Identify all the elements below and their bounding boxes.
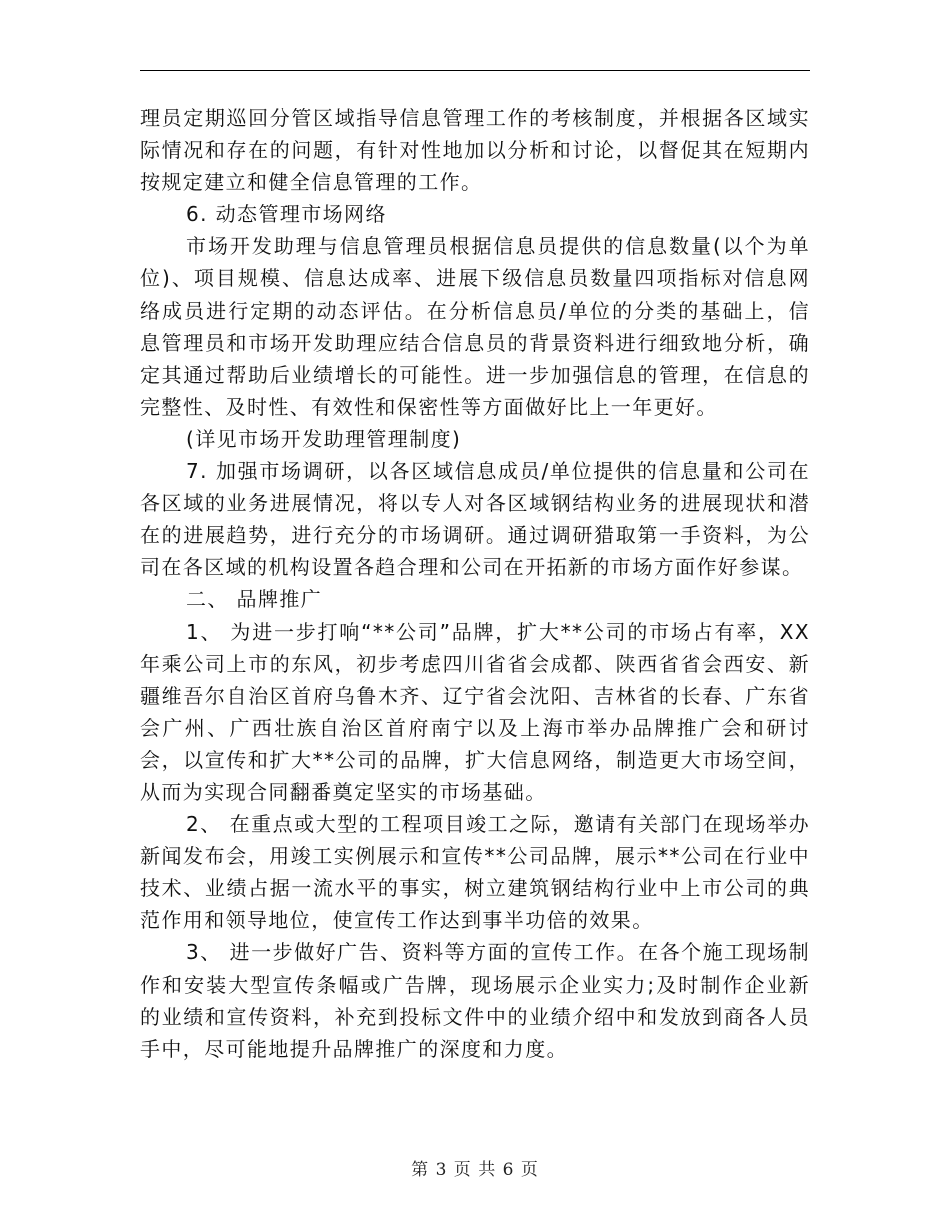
paragraph-continuation: 理员定期巡回分管区域指导信息管理工作的考核制度，并根据各区域实际情况和存在的问题，有针对性地加以分析和讨论，以督促其在短期内按规定建立和健全信息管理的工作。: [140, 106, 810, 195]
heading-dynamic-market-network: 6. 动态管理市场网络: [186, 202, 387, 227]
paragraph-reference-note: (详见市场开发助理管理制度): [186, 426, 462, 451]
heading-brand-promotion: 二、 品牌推广: [186, 587, 323, 612]
header-rule: [140, 70, 810, 71]
paragraph-dynamic-evaluation: 市场开发助理与信息管理员根据信息员提供的信息数量(以个为单位)、项目规模、信息达成率、进展下级信息员数量四项指标对信息网络成员进行定期的动态评估。在分析信息员/单位的分类的基础上，信息管理员和市场开发助理应结合信息员的背景资料进行细致地分析，确定其通过帮助后业绩增长的可能性。进一步加强信息的管理，在信息的完整性、及时性、有效性和保密性等方面做好比上一年更好。: [140, 234, 810, 419]
paragraph-brand-item-2: 2、 在重点或大型的工程项目竣工之际，邀请有关部门在现场举办新闻发布会，用竣工实例展示和宣传**公司品牌，展示**公司在行业中技术、业绩占据一流水平的事实，树立建筑钢结构行业中上市公司的典范作用和领导地位，使宣传工作达到事半功倍的效果。: [140, 812, 810, 933]
paragraph-brand-item-3: 3、 进一步做好广告、资料等方面的宣传工作。在各个施工现场制作和安装大型宣传条幅或广告牌，现场展示企业实力;及时制作企业新的业绩和宣传资料，补充到投标文件中的业绩介绍中和发放到商各人员手中，尽可能地提升品牌推广的深度和力度。: [140, 940, 810, 1061]
paragraph-brand-item-1: 1、 为进一步打响“**公司”品牌，扩大**公司的市场占有率，XX年乘公司上市的东风，初步考虑四川省省会成都、陕西省省会西安、新疆维吾尔自治区首府乌鲁木齐、辽宁省会沈阳、吉林省的长春、广东省会广州、广西壮族自治区首府南宁以及上海市举办品牌推广会和研讨会，以宣传和扩大**公司的品牌，扩大信息网络，制造更大市场空间，从而为实现合同翻番奠定坚实的市场基础。: [140, 619, 810, 804]
page-number-footer: 第 3 页 共 6 页: [411, 1160, 539, 1180]
paragraph-market-research: 7. 加强市场调研，以各区域信息成员/单位提供的信息量和公司在各区域的业务进展情况，将以专人对各区域钢结构业务的进展现状和潜在的进展趋势，进行充分的市场调研。通过调研猎取第一手资料，为公司在各区域的机构设置各趋合理和公司在开拓新的市场方面作好参谋。: [140, 459, 810, 580]
document-body: [140, 102, 810, 1065]
